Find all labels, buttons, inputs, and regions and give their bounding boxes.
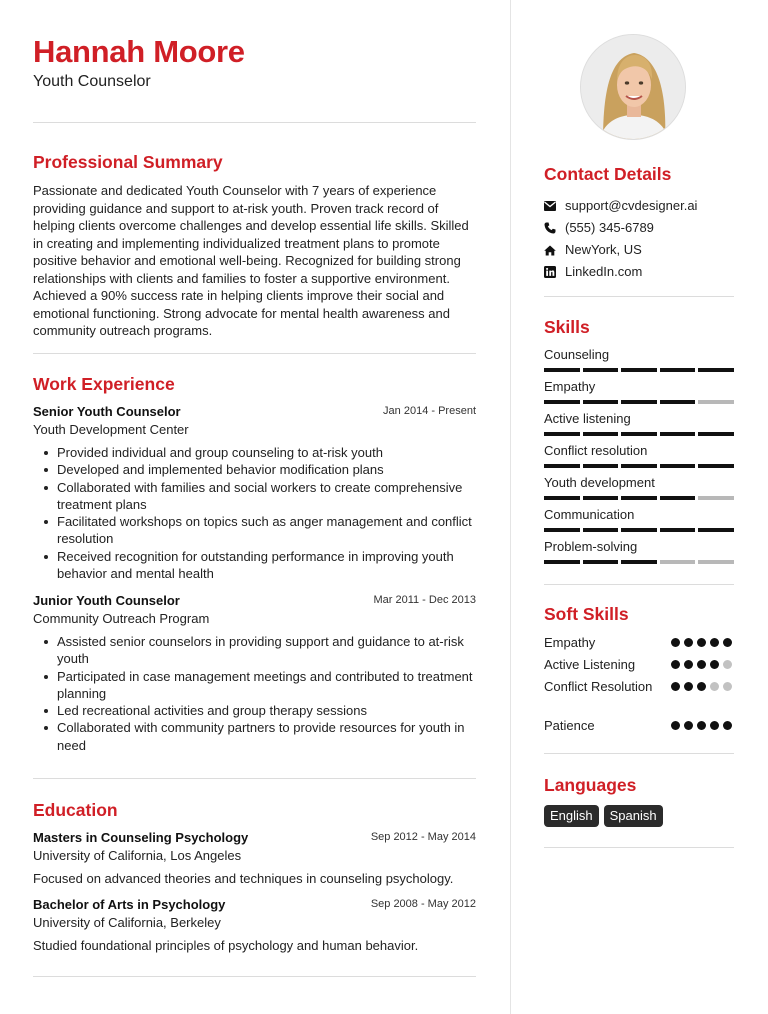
skill-level-segment (544, 400, 580, 404)
language-tag: English (544, 805, 599, 827)
soft-skill-item (544, 656, 734, 673)
degree: Bachelor of Arts in Psychology (33, 897, 226, 912)
list-item: Developed and implemented behavior modification plans (33, 461, 476, 478)
candidate-role: Youth Counselor (33, 73, 151, 90)
soft-skill-name: Conflict Resolution (544, 679, 653, 694)
rating-dot (723, 638, 732, 647)
divider (33, 976, 476, 977)
phone-text: (555) 345-6789 (565, 220, 654, 235)
soft-skill-name: Patience (544, 718, 595, 733)
skill-level-segment (621, 496, 657, 500)
skill-level-bar (544, 464, 734, 468)
skill-level-segment (621, 432, 657, 436)
list-item: Participated in case management meetings and contributed to treatment planning (33, 668, 476, 703)
skill-level-segment (698, 560, 734, 564)
skill-level-segment (698, 496, 734, 500)
skill-level-segment (660, 400, 696, 404)
job-date: Mar 2011 - Dec 2013 (373, 594, 476, 606)
rating-dot (710, 660, 719, 669)
soft-skill-item (544, 634, 734, 651)
divider (544, 296, 734, 297)
skill-level-segment (544, 432, 580, 436)
skill-level-segment (621, 528, 657, 532)
skill-level-segment (660, 464, 696, 468)
skill-item (544, 378, 734, 404)
skill-level-bar (544, 560, 734, 564)
job-date: Jan 2014 - Present (383, 405, 476, 417)
rating-dot (710, 638, 719, 647)
skill-level-segment (621, 560, 657, 564)
work-title: Work Experience (33, 374, 175, 394)
contact-title: Contact Details (544, 164, 672, 184)
languages-list (544, 805, 663, 827)
summary-text: Passionate and dedicated Youth Counselor with 7 years of experience providing guidance and support to at-risk youth. Proven track record of helping clients overcome challenges and develop essential life skills. Skilled in creating and implementing individualized treatment plans to promote positive behavior and emotional well-being. Recognized for building strong relationships with clients and families to foster a supportive environment. Achieved a 90% success rate in helping clients improve their social and emotional functioning. Strong advocate for mental health awareness and community outreach programs. (33, 183, 469, 338)
job-title: Senior Youth Counselor (33, 404, 181, 419)
envelope-icon (544, 200, 556, 212)
skill-level-segment (660, 368, 696, 372)
list-item: Led recreational activities and group therapy sessions (33, 702, 476, 719)
skill-level-segment (660, 528, 696, 532)
school: University of California, Berkeley (33, 915, 221, 930)
skill-level-segment (583, 496, 619, 500)
skill-level-bar (544, 368, 734, 372)
skill-name: Active listening (544, 411, 631, 426)
education-date: Sep 2012 - May 2014 (370, 831, 476, 843)
linkedin-text: LinkedIn.com (565, 264, 643, 279)
language-tag: Spanish (604, 805, 663, 827)
list-item: Facilitated workshops on topics such as anger management and conflict resolution (33, 513, 476, 548)
soft-skill-rating (671, 721, 732, 730)
education-description: Studied foundational principles of psychology and human behavior. (33, 938, 419, 953)
divider (544, 584, 734, 585)
contact-phone[interactable] (544, 219, 654, 237)
soft-skill-item (544, 678, 734, 695)
skill-level-segment (621, 400, 657, 404)
rating-dot (697, 638, 706, 647)
skill-level-segment (544, 464, 580, 468)
skill-level-segment (544, 496, 580, 500)
skill-level-segment (544, 528, 580, 532)
skill-level-segment (544, 368, 580, 372)
divider (544, 753, 734, 754)
rating-dot (710, 682, 719, 691)
education-date: Sep 2008 - May 2012 (370, 898, 476, 910)
rating-dot (684, 682, 693, 691)
divider (544, 847, 734, 848)
skill-item (544, 442, 734, 468)
skill-level-bar (544, 528, 734, 532)
list-item: Collaborated with community partners to provide resources for youth in need (33, 719, 476, 754)
home-icon (544, 244, 556, 256)
skill-name: Conflict resolution (544, 443, 648, 458)
degree: Masters in Counseling Psychology (33, 830, 249, 845)
rating-dot (671, 660, 680, 669)
rating-dot (723, 660, 732, 669)
job-organization: Youth Development Center (33, 422, 189, 437)
rating-dot (671, 638, 680, 647)
contact-email[interactable] (544, 197, 697, 215)
rating-dot (684, 721, 693, 730)
languages-title: Languages (544, 775, 637, 795)
job-title: Junior Youth Counselor (33, 593, 180, 608)
job-bullets (33, 444, 476, 582)
education-entry (33, 896, 476, 954)
skill-level-segment (583, 368, 619, 372)
soft-skill-rating (671, 682, 732, 691)
location-text: NewYork, US (565, 242, 642, 257)
skill-item (544, 506, 734, 532)
summary-title: Professional Summary (33, 152, 223, 172)
skill-level-segment (583, 464, 619, 468)
skill-level-segment (660, 432, 696, 436)
skill-level-segment (544, 560, 580, 564)
rating-dot (710, 721, 719, 730)
skill-name: Youth development (544, 475, 655, 490)
skill-level-segment (698, 432, 734, 436)
soft-skill-name: Active Listening (544, 657, 636, 672)
divider (33, 778, 476, 779)
rating-dot (723, 721, 732, 730)
rating-dot (697, 682, 706, 691)
skill-item (544, 410, 734, 436)
divider (33, 353, 476, 354)
rating-dot (671, 682, 680, 691)
skill-item (544, 346, 734, 372)
job-entry (33, 592, 476, 754)
rating-dot (684, 660, 693, 669)
skills-title: Skills (544, 317, 590, 337)
rating-dot (697, 721, 706, 730)
rating-dot (684, 638, 693, 647)
rating-dot (697, 660, 706, 669)
job-bullets (33, 633, 476, 754)
rating-dot (723, 682, 732, 691)
education-description: Focused on advanced theories and techniques in counseling psychology. (33, 871, 454, 886)
skill-level-segment (583, 560, 619, 564)
education-title: Education (33, 800, 118, 820)
soft-skills-title: Soft Skills (544, 604, 629, 624)
phone-icon (544, 222, 556, 234)
education-entry (33, 829, 476, 887)
skill-level-segment (698, 400, 734, 404)
candidate-name: Hannah Moore (33, 34, 245, 69)
skill-level-segment (621, 368, 657, 372)
linkedin-icon (544, 266, 556, 278)
skill-name: Counseling (544, 347, 610, 362)
skill-level-segment (660, 560, 696, 564)
list-item: Provided individual and group counseling to at-risk youth (33, 444, 476, 461)
skill-level-segment (660, 496, 696, 500)
skill-level-segment (698, 528, 734, 532)
skill-name: Communication (544, 507, 635, 522)
soft-skill-rating (671, 638, 732, 647)
contact-location (544, 241, 642, 259)
list-item: Assisted senior counselors in providing support and guidance to at-risk youth (33, 633, 476, 668)
skill-level-bar (544, 400, 734, 404)
skill-item (544, 474, 734, 500)
skill-level-segment (583, 400, 619, 404)
skill-name: Problem-solving (544, 539, 638, 554)
list-item: Collaborated with families and social workers to create comprehensive treatment plans (33, 479, 476, 514)
skill-level-segment (583, 432, 619, 436)
email-text: support@cvdesigner.ai (565, 198, 698, 213)
soft-skill-name: Empathy (544, 635, 596, 650)
skill-level-segment (698, 464, 734, 468)
skill-level-bar (544, 496, 734, 500)
skill-level-segment (621, 464, 657, 468)
job-entry (33, 403, 476, 582)
school: University of California, Los Angeles (33, 848, 242, 863)
soft-skill-item (544, 717, 734, 734)
job-organization: Community Outreach Program (33, 611, 210, 626)
skill-name: Empathy (544, 379, 596, 394)
rating-dot (671, 721, 680, 730)
divider (33, 122, 476, 123)
list-item: Received recognition for outstanding performance in improving youth behavior and mental health (33, 548, 476, 583)
skill-level-segment (698, 368, 734, 372)
skill-item (544, 538, 734, 564)
skill-level-bar (544, 432, 734, 436)
soft-skill-rating (671, 660, 732, 669)
skill-level-segment (583, 528, 619, 532)
profile-photo (580, 34, 686, 140)
contact-linkedin[interactable] (544, 263, 642, 281)
column-divider (510, 0, 511, 1014)
